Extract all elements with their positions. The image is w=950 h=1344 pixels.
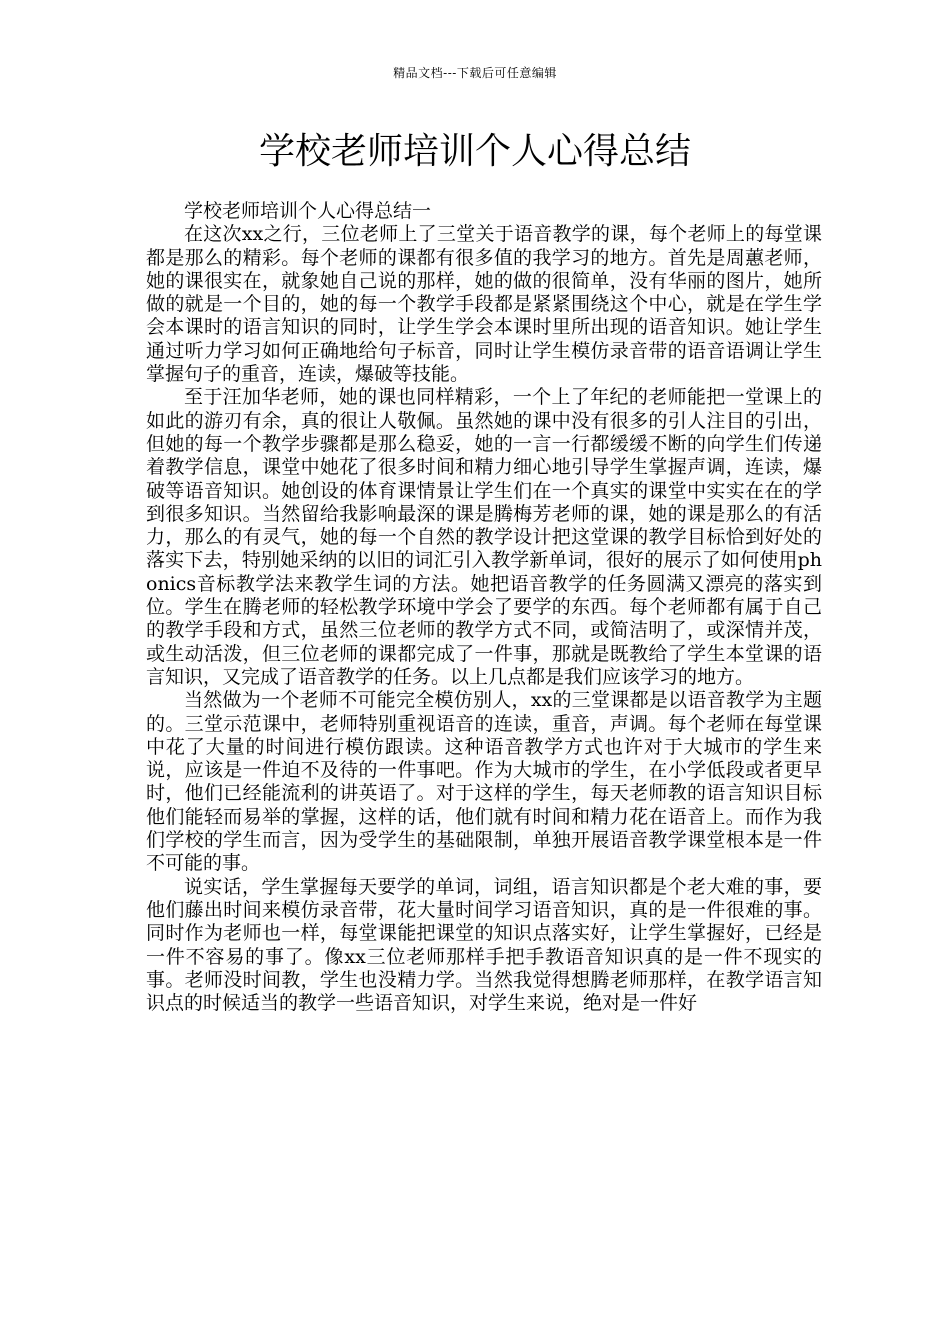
paragraph: 在这次xx之行，三位老师上了三堂关于语音教学的课，每个老师上的每堂课都是那么的精彩。每个老师的课都有很多值的我学习的地方。首先是周蕙老师，她的课很实在，就象她自己说的那样，她的做的很简单，没有华丽的图片，她所做的就是一个目的，她的每一个教学手段都是紧紧围绕这个中心，就是在学生学会本课时的语言知识的同时，让学生学会本课时里所出现的语音知识。她让学生通过听力学习如何正确地给句子标音，同时让学生模仿录音带的语音语调让学生掌握句子的重音，连读，爆破等技能。 <box>146 223 822 386</box>
header-note: 精品文档---下载后可任意编辑 <box>393 66 557 80</box>
document-body <box>146 200 822 1015</box>
paragraph-subtitle: 学校老师培训个人心得总结一 <box>184 200 432 222</box>
document-title: 学校老师培训个人心得总结 <box>258 131 691 172</box>
paragraph: 当然做为一个老师不可能完全模仿别人，xx的三堂课都是以语音教学为主题的。三堂示范课中，老师特别重视语音的连读，重音，声调。每个老师在每堂课中花了大量的时间进行模仿跟读。这种语音教学方式也许对于大城市的学生来说，应该是一件迫不及待的一件事吧。作为大城市的学生，在小学低段或者更早时，他们已经能流利的讲英语了。对于这样的学生，每天老师教的语言知识目标他们能轻而易举的掌握，这样的话，他们就有时间和精力花在语音上。而作为我们学校的学生而言，因为受学生的基础限制，单独开展语音教学课堂根本是一件不可能的事。 <box>146 689 822 875</box>
paragraph: 说实话，学生掌握每天要学的单词，词组，语言知识都是个老大难的事，要他们藤出时间来模仿录音带，花大量时间学习语音知识，真的是一件很难的事。同时作为老师也一样，每堂课能把课堂的知识点落实好，让学生掌握好，已经是一件不容易的事了。像xx三位老师那样手把手教语音知识真的是一件不现实的事。老师没时间教，学生也没精力学。当然我觉得想腾老师那样，在教学语言知识点的时候适当的教学一些语音知识，对学生来说，绝对是一件好 <box>146 875 822 1015</box>
paragraph: 至于汪加华老师，她的课也同样精彩，一个上了年纪的老师能把一堂课上的如此的游刃有余，真的很让人敬佩。虽然她的课中没有很多的引人注目的引出，但她的每一个教学步骤都是那么稳妥，她的一言一行都缓缓不断的向学生们传递着教学信息，课堂中她花了很多时间和精力细心地引导学生掌握声调，连读，爆破等语音知识。她创设的体育课情景让学生们在一个真实的课堂中实实在在的学到很多知识。当然留给我影响最深的课是腾梅芳老师的课，她的课是那么的有活力，那么的有灵气，她的每一个自然的教学设计把这堂课的教学目标恰到好处的落实下去，特别她采纳的以旧的词汇引入教学新单词，很好的展示了如何使用phonics音标教学法来教学生词的方法。她把语音教学的任务圆满又漂亮的落实到位。学生在腾老师的轻松教学环境中学会了要学的东西。每个老师都有属于自己的教学手段和方式，虽然三位老师的教学方式不同，或简洁明了，或深情并茂，或生动活泼，但三位老师的课都完成了一件事，那就是既教给了学生本堂课的语言知识，又完成了语音教学的任务。以上几点都是我们应该学习的地方。 <box>146 386 822 688</box>
